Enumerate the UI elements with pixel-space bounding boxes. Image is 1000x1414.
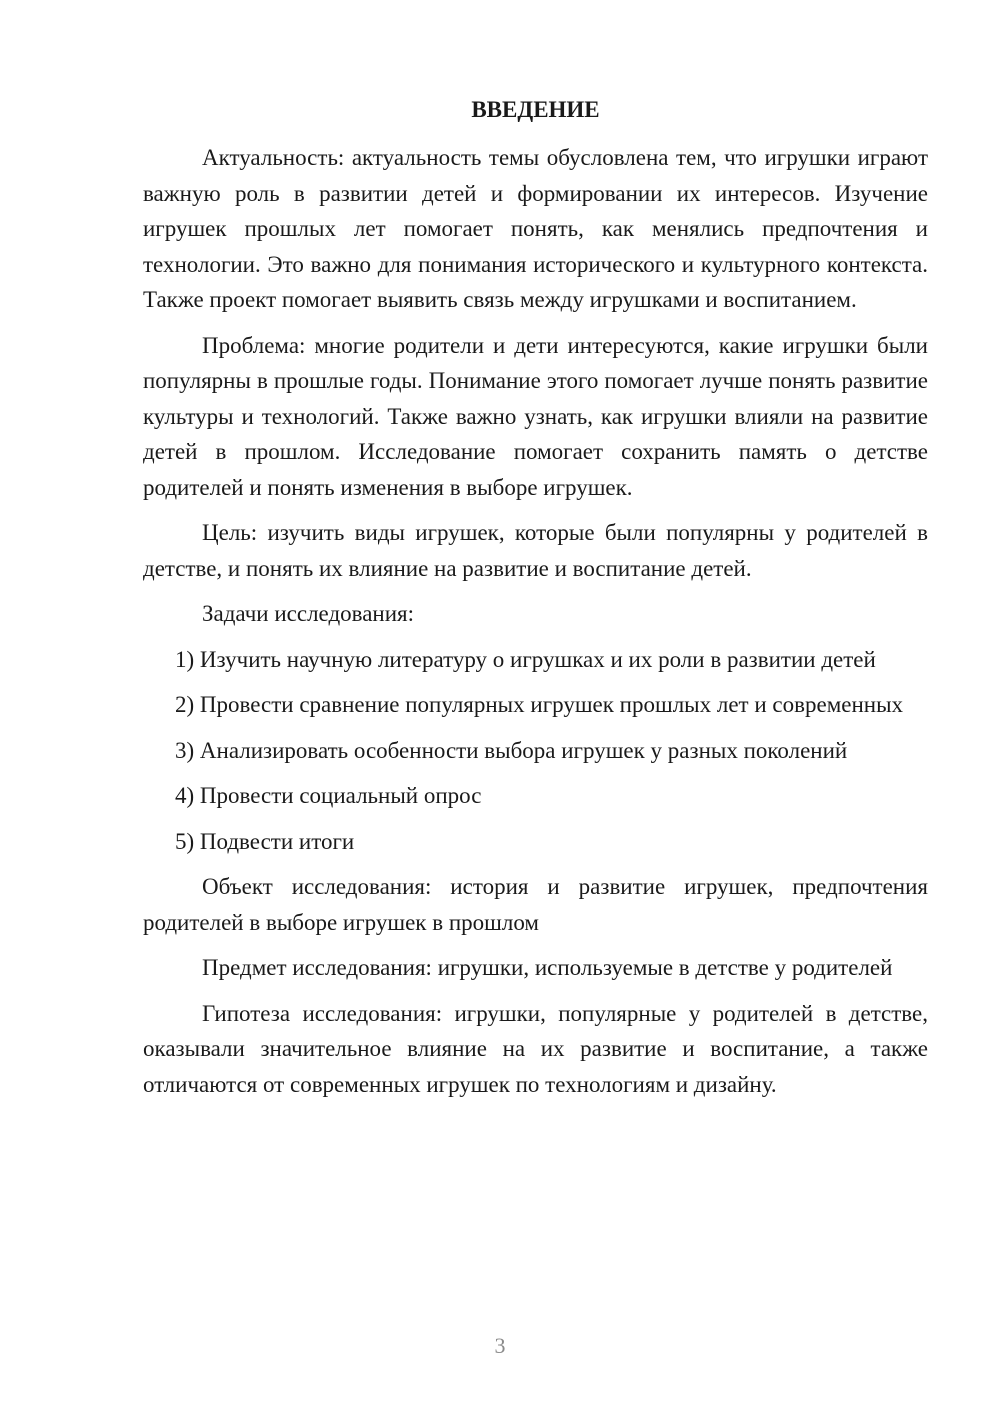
- relevance-paragraph: Актуальность: актуальность темы обусловлена тем, что игрушки играют важную роль в развитии детей и формировании их интересов. Изучение игрушек прошлых лет помогает понять, как менялись предпочтения и технологии. Это важно для понимания исторического и культурного контекста. Также проект помогает выявить связь между игрушками и воспитанием.: [143, 145, 928, 312]
- object-paragraph: Объект исследования: история и развитие игрушек, предпочтения родителей в выборе игрушек в прошлом: [143, 874, 928, 935]
- problem-paragraph: Проблема: многие родители и дети интересуются, какие игрушки были популярны в прошлые годы. Понимание этого помогает лучше понять развитие культуры и технологий. Также важно узнать, как игрушки влияли на развитие детей в прошлом. Исследование помогает сохранить память о детстве родителей и понять изменения в выборе игрушек.: [143, 332, 928, 500]
- task-item: 1) Изучить научную литературу о игрушках и их роли в развитии детей: [175, 646, 876, 672]
- task-item: 5) Подвести итоги: [175, 828, 355, 854]
- task-item: 3) Анализировать особенности выбора игрушек у разных поколений: [175, 737, 848, 763]
- task-item: 2) Провести сравнение популярных игрушек прошлых лет и современных: [175, 692, 904, 717]
- task-item: 4) Провести социальный опрос: [175, 783, 482, 808]
- goal-paragraph: Цель: изучить виды игрушек, которые были популярны у родителей в детстве, и понять их влияние на развитие и воспитание детей.: [143, 520, 928, 581]
- document-page: [143, 90, 928, 1112]
- hypothesis-paragraph: Гипотеза исследования: игрушки, популярные у родителей в детстве, оказывали значительное влияние на их развитие и воспитание, а также отличаются от современных игрушек по технологиям и дизайну.: [143, 1000, 928, 1097]
- page-number: 3: [494, 1333, 506, 1358]
- tasks-heading: Задачи исследования:: [202, 601, 415, 626]
- page-title: ВВЕДЕНИЕ: [471, 97, 600, 122]
- subject-paragraph: Предмет исследования: игрушки, используемые в детстве у родителей: [202, 955, 893, 980]
